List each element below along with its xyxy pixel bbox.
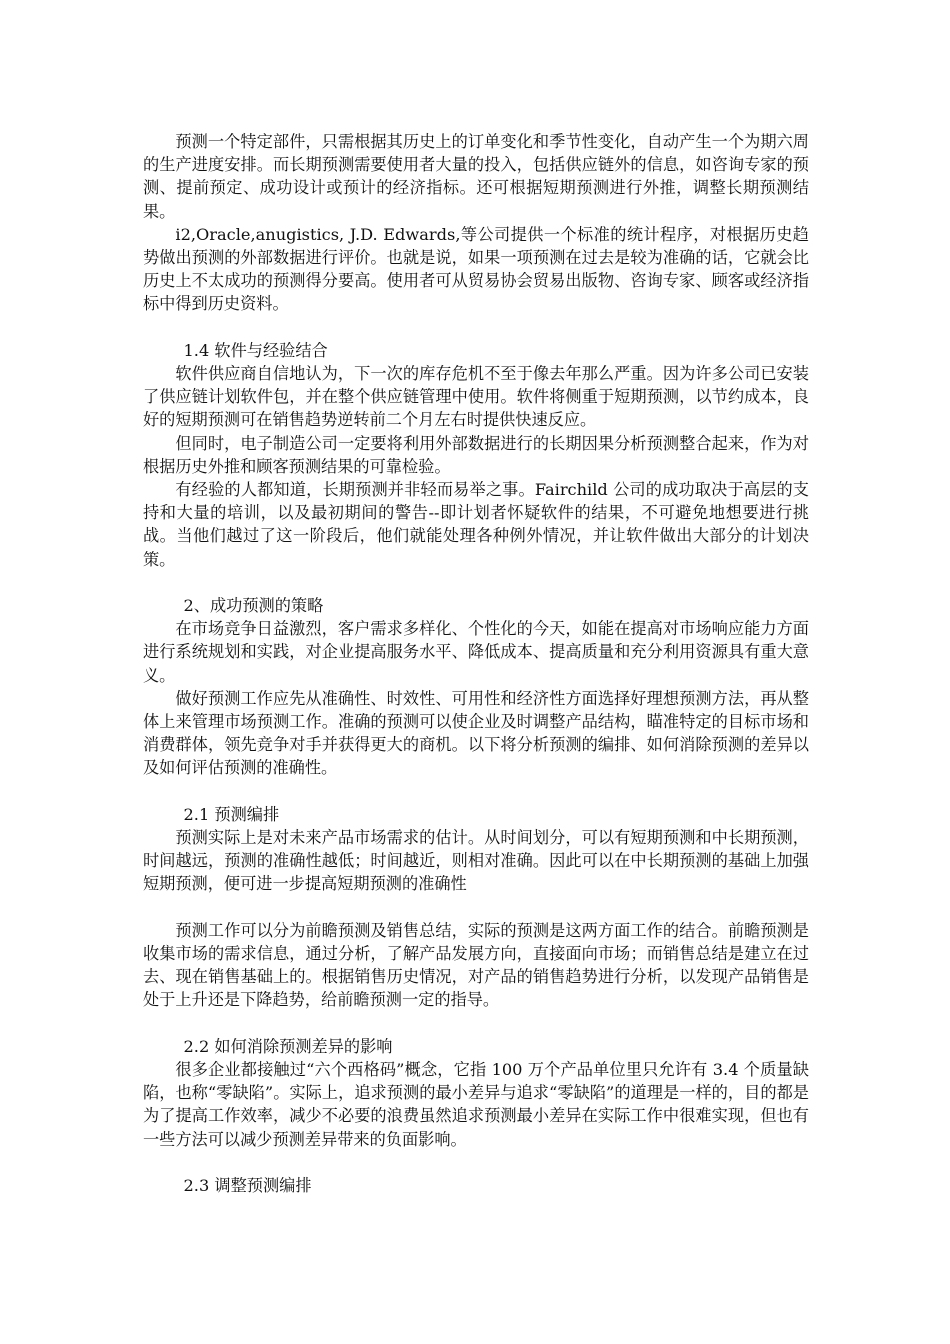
- section-heading: 2、成功预测的策略: [183, 596, 324, 616]
- body-paragraph: 但同时，电子制造公司一定要将利用外部数据进行的长期因果分析预测整合起来，作为对根据历史外推和顾客预测结果的可靠检验。: [143, 433, 809, 476]
- paragraph-spacer: [143, 896, 809, 919]
- body-paragraph: 软件供应商自信地认为，下一次的库存危机不至于像去年那么严重。因为许多公司已安装了供应链计划软件包，并在整个供应链管理中使用。软件将侧重于短期预测，以节约成本，良好的短期预测可在销售趋势逆转前二个月左右时提供快速反应。: [143, 364, 809, 430]
- paragraph-spacer: [143, 1151, 809, 1174]
- paragraph-spacer: [143, 1012, 809, 1035]
- paragraph-spacer: [143, 780, 809, 803]
- body-paragraph: 预测一个特定部件，只需根据其历史上的订单变化和季节性变化，自动产生一个为期六周的生产进度安排。而长期预测需要使用者大量的投入，包括供应链外的信息，如咨询专家的预测、提前预定、成功设计或预计的经济指标。还可根据短期预测进行外推，调整长期预测结果。: [143, 132, 809, 221]
- section-heading: 2.1 预测编排: [183, 804, 280, 824]
- paragraph-spacer: [143, 571, 809, 594]
- paragraph-spacer: [143, 316, 809, 339]
- section-heading: 1.4 软件与经验结合: [183, 340, 328, 360]
- body-paragraph: 预测实际上是对未来产品市场需求的估计。从时间划分，可以有短期预测和中长期预测，时间越远，预测的准确性越低；时间越近，则相对准确。因此可以在中长期预测的基础上加强短期预测，便可进一步提高短期预测的准确性: [143, 828, 809, 894]
- body-paragraph: 预测工作可以分为前瞻预测及销售总结，实际的预测是这两方面工作的结合。前瞻预测是收集市场的需求信息，通过分析，了解产品发展方向，直接面向市场；而销售总结是建立在过去、现在销售基础上的。根据销售历史情况，对产品的销售趋势进行分析，以发现产品销售是处于上升还是下降趋势，给前瞻预测一定的指导。: [143, 920, 809, 1010]
- section-heading: 2.2 如何消除预测差异的影响: [183, 1036, 393, 1056]
- body-paragraph: 很多企业都接触过“六个西格码”概念，它指 100 万个产品单位里只允许有 3.4 个质量缺陷，也称“零缺陷”。实际上，追求预测的最小差异与追求“零缺陷”的道理是一样的，目的都是为了提高工作效率，减少不必要的浪费虽然追求预测最小差异在实际工作中很难实现，但也有一些方法可以减少预测差异带来的负面影响。: [143, 1060, 809, 1149]
- body-paragraph: 在市场竞争日益激烈，客户需求多样化、个性化的今天，如能在提高对市场响应能力方面进行系统规划和实践，对企业提高服务水平、降低成本、提高质量和充分利用资源具有重大意义。: [143, 619, 809, 685]
- body-paragraph: 有经验的人都知道，长期预测并非轻而易举之事。Fairchild 公司的成功取决于高层的支持和大量的培训，以及最初期间的警告--即计划者怀疑软件的结果，不可避免地想要进行挑战。当他们越过了这一阶段后，他们就能处理各种例外情况，并让软件做出大部分的计划决策。: [143, 480, 809, 569]
- section-heading: 2.3 调整预测编排: [183, 1176, 312, 1196]
- body-paragraph: i2,Oracle,anugistics, J.D. Edwards,等公司提供一个标准的统计程序，对根据历史趋势做出预测的外部数据进行评价。也就是说，如果一项预测在过去是较为准确的话，它就会比历史上不太成功的预测得分要高。使用者可从贸易协会贸易出版物、咨询专家、顾客或经济指标中得到历史资料。: [143, 224, 809, 314]
- document-body: [143, 130, 809, 1197]
- body-paragraph: 做好预测工作应先从准确性、时效性、可用性和经济性方面选择好理想预测方法，再从整体上来管理市场预测工作。准确的预测可以使企业及时调整产品结构，瞄准特定的目标市场和消费群体，领先竞争对手并获得更大的商机。以下将分析预测的编排、如何消除预测的差异以及如何评估预测的准确性。: [143, 688, 809, 778]
